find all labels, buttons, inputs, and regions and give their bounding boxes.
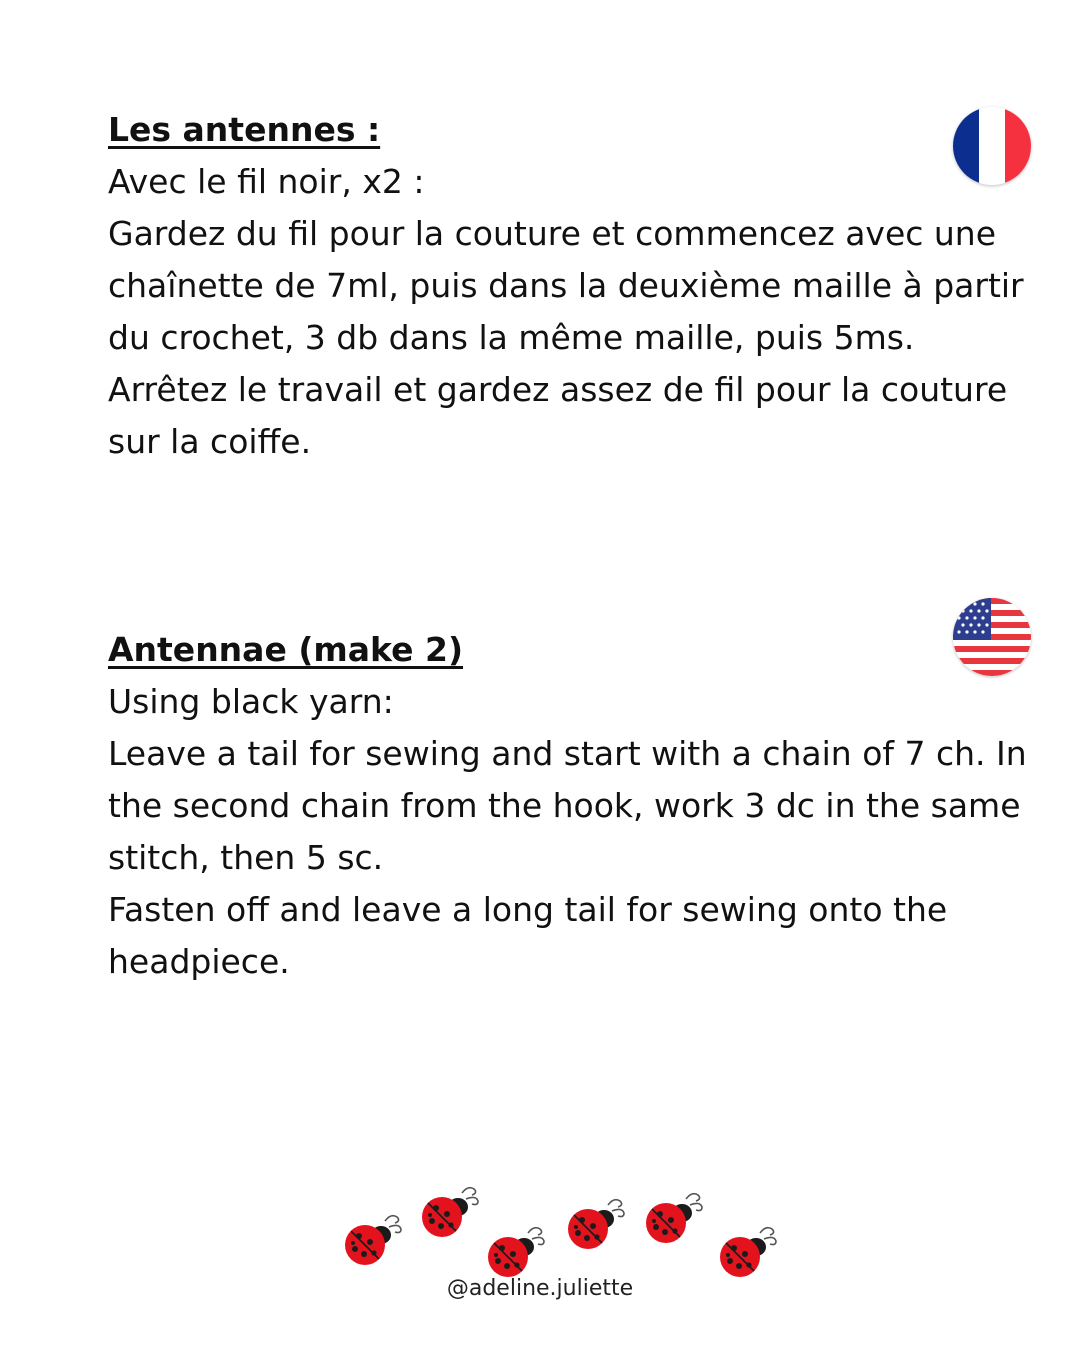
france-flag-icon	[953, 107, 1031, 185]
french-section	[108, 104, 1038, 468]
ladybug-icon	[558, 1194, 628, 1264]
ladybug-icon	[636, 1188, 706, 1258]
usa-flag-icon	[953, 598, 1031, 676]
english-section	[108, 624, 1038, 988]
french-line-1: Avec le fil noir, x2 :	[108, 162, 425, 201]
french-title: Les antennes :	[108, 110, 381, 149]
english-line-2: Leave a tail for sewing and start with a chain of 7 ch. In the second chain from the hook, work 3 dc in the same stitch, then 5 sc.	[108, 734, 1027, 877]
ladybug-icon	[335, 1210, 405, 1280]
english-title: Antennae (make 2)	[108, 630, 464, 669]
french-line-2: Gardez du fil pour la couture et commencez avec une chaînette de 7ml, puis dans la deuxième maille à partir du crochet, 3 db dans la même maille, puis 5ms.	[108, 214, 1024, 357]
ladybug-icon	[412, 1182, 482, 1252]
english-line-1: Using black yarn:	[108, 682, 394, 721]
french-line-3: Arrêtez le travail et gardez assez de fil pour la couture sur la coiffe.	[108, 370, 1008, 461]
english-line-3: Fasten off and leave a long tail for sewing onto the headpiece.	[108, 890, 948, 981]
footer-handle: @adeline.juliette	[446, 1276, 634, 1301]
